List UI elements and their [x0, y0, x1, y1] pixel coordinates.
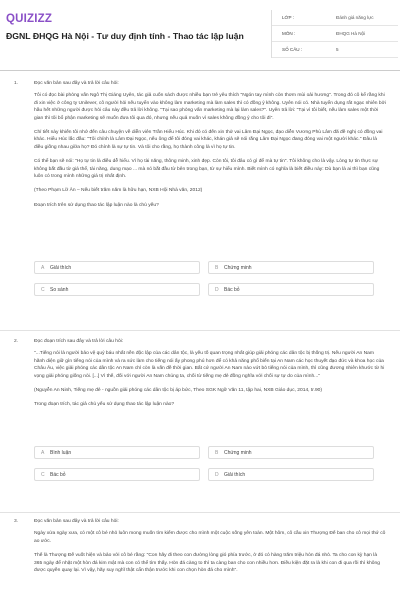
option-b[interactable] [208, 261, 374, 274]
passage-paragraph: "...Tiếng nói là người bảo vệ quý báu nhất nền độc lập của các dân tộc, là yếu tố quan trọng nhất giúp giải phóng các dân tộc bị thống trị. Nếu người An Nam hãnh diện giữ gìn tiếng nói của mình và ra sức làm cho tiếng nói ấy phong phú hơn để có khả năng phổ biến tại An Nam các học thuyết đạo đức và khoa học của Châu Âu, việc giải phóng các dân tộc An Nam chỉ còn là vấn đề thời gian. Bất cứ người An Nam nào vứt bỏ tiếng nói của mình, thì cũng đương nhiên khước từ hi vọng giải phóng giống nòi. [...] Vì thế, đối với người An Nam chúng ta, chối từ tiếng mẹ đẻ đồng nghĩa với chối sự tự do của mình..." [34, 351, 385, 379]
meta-value: ĐHQG Hà Nội [336, 31, 366, 36]
question-3 [0, 518, 400, 600]
option-letter: B [215, 265, 219, 271]
option-text: Chứng minh [224, 265, 252, 271]
passage-paragraph: Thế là Thượng Đế vuốt hiện và bảo với cô bé rằng: "Con hãy đi theo con đường lòng gió phía trước, ở đó có hàng trăm triệu hòn đá nhỏ. Ta cho con kỳ hạn là 365 ngày để nhặt một hòn đá kim mật mà con có thể tìm thấy. Hòn đá càng to thì ta càng ban cho con nhiều hơn. Điều kiện đặt ra là khi con đi qua rồi thì không được quyền quay lại. Vì vậy, hãy suy nghĩ thật cẩn thận trước khi con chọn hòn đá cho mình". [34, 553, 380, 574]
option-text: Bác bỏ [50, 472, 66, 478]
option-text: Giải thích [224, 472, 246, 478]
passage-paragraph: Có thể bạn sẽ nói: "Họ tự tin là điều dễ hiểu. Vì họ tài năng, thông minh, xinh đẹp. Còn tôi, tôi đâu có gì để mà tự tin". Tôi không cho là vậy. Lòng tự tin thực sự không bắt đầu từ giá thể, tài năng, dung mạo ... mà nó bắt đầu từ bên trong bạn, từ sự hiểu mình. Biết mình có nghĩa là biết điều này: Dù bạn là ai thì bạn cũng luôn có trong mình những giá trị nhất định. [34, 159, 380, 180]
option-letter: D [215, 472, 219, 478]
option-letter: C [41, 472, 45, 478]
passage-paragraph: Tôi có đọc bài phỏng vấn Ngô Thị Giáng Uyên, tác giả cuốn sách được nhiều bạn trẻ yêu thích "Ngón tay mình còn thơm mùi oải hương". Trong đó cô kể rằng khi đi xin việc ở công ty Unilever, cô người hỏi nếu tuyển vào không làm marketing mà làm sales thì có đồng ý không. Uyên nói có. Nhà tuyển dụng rất ngạc nhiên bởi hầu hết những người được hỏi câu này đều trả lời không. "Tại sao phỏng vấn marketing mà lại làm sales?". Uyên trả lời: "Tại vì tôi biết, nếu làm sales một thời gian thì tôi bổ phận marketing sẽ muốn đưa tôi qua đó, nhưng nếu quả muốn vì sales không đồng ý cho tôi đi". [34, 93, 386, 121]
question-number: 2. [14, 339, 19, 344]
question-number: 3. [14, 519, 19, 524]
option-a[interactable] [34, 446, 200, 459]
passage-source: (Nguyễn An Ninh, Tiếng mẹ đẻ - nguồn giải phóng các dân tộc bị áp bức, Theo SGK Ngữ Văn 11, tập hai, NXB Giáo dục, 2014, tr.90) [34, 388, 323, 394]
option-letter: C [41, 287, 45, 293]
question-number: 1. [14, 81, 19, 86]
passage-source: (Theo Phạm Lữ Ân – Nếu biết trăm năm là hữu hạn, NXB Hội Nhà văn, 2012) [34, 188, 203, 194]
option-d[interactable] [208, 468, 374, 481]
question-stem: Đoạn trích trên sử dụng thao tác lập luận nào là chủ yếu? [34, 202, 159, 208]
option-text: Chứng minh [224, 450, 252, 456]
meta-label: MÔN : [282, 31, 296, 36]
option-letter: A [41, 450, 45, 456]
meta-value: Đánh giá năng lực [336, 15, 374, 20]
passage-paragraph: Ngày xửa ngày xưa, có một cô bé nhỏ luôn mong muốn tìm kiếm được cho mình một cuộc sống yên toàn. Một hôm, cô cầu xin Thượng Đế ban cho cô mọi thứ cô ao ước. [34, 531, 386, 544]
question-prompt: Đọc đoạn trích sau đây và trả lời câu hỏi: [34, 339, 124, 344]
question-divider [0, 512, 400, 513]
meta-label: SỐ CÂU : [282, 47, 303, 52]
document-title: ĐGNL ĐHQG Hà Nội - Tư duy định tính - Thao tác lập luận [6, 31, 244, 41]
question-divider [0, 330, 400, 331]
header-divider [0, 70, 400, 71]
option-text: Bác bỏ [224, 287, 240, 293]
question-stem: Trong đoạn trích, tác giả chủ yếu sử dụng thao tác lập luận nào? [34, 402, 175, 408]
question-prompt: Đọc văn bản sau đây và trả lời câu hỏi: [34, 519, 119, 524]
option-c[interactable] [34, 468, 200, 481]
meta-value: 5 [336, 47, 339, 52]
meta-table [271, 10, 398, 58]
quizizz-logo: QUIZIZZ [6, 13, 53, 25]
option-text: Bình luận [50, 450, 72, 456]
option-a[interactable] [34, 261, 200, 274]
question-prompt: Đọc văn bản sau đây và trả lời câu hỏi: [34, 81, 119, 86]
option-d[interactable] [208, 283, 374, 296]
option-letter: D [215, 287, 219, 293]
option-letter: A [41, 265, 45, 271]
option-text: So sánh [50, 287, 69, 293]
meta-row-class [272, 10, 398, 26]
meta-row-count [272, 42, 398, 58]
option-b[interactable] [208, 446, 374, 459]
meta-row-subject [272, 26, 398, 42]
question-body [34, 80, 386, 216]
question-body [34, 518, 386, 581]
option-letter: B [215, 450, 219, 456]
meta-label: LỚP : [282, 15, 295, 20]
passage-paragraph: Chỉ tiết này khiến tôi nhớ đến câu chuyện về diễn viên Trần Hiểu Húc. Khi đó có đến xin thử vai Lâm Đại Ngọc, đạo diễn Vương Phù Lâm đã đề nghị có đồng vai khác. Hiểu Húc lắc đầu: "Tôi chính là Lâm Đại Ngọc, nếu ông để tôi đóng vai khác, khán giả sẽ nói rằng Lâm Đại Ngọc đang đóng vai một người khác." Đâu là điều giống nhau giữa họ? Đó chính là sự tự tin. Và tôi cho rằng, họ thành công là vì họ tự tin. [34, 130, 383, 150]
option-c[interactable] [34, 283, 200, 296]
option-text: Giải thích [50, 265, 72, 271]
question-body [34, 338, 386, 416]
